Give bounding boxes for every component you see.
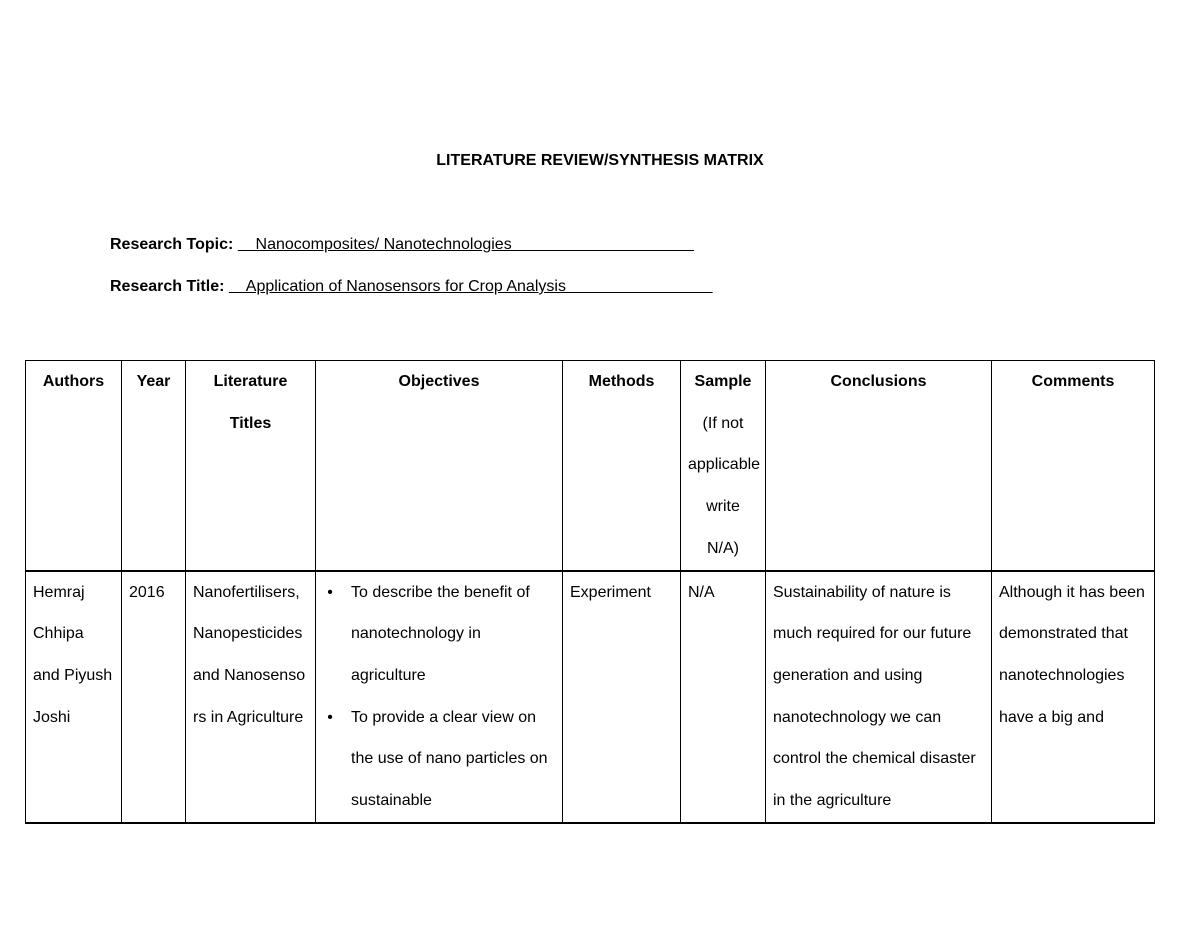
table-header-row — [26, 361, 1155, 571]
cell-sample: N/A — [681, 571, 766, 823]
header-sample — [681, 361, 766, 571]
header-year: Year — [122, 361, 186, 571]
cell-methods: Experiment — [563, 571, 681, 823]
header-methods: Methods — [563, 361, 681, 571]
cell-comments: Although it has been demonstrated that nanotechnologies have a big and — [992, 571, 1155, 823]
table-row — [26, 571, 1155, 823]
synthesis-matrix-table — [25, 360, 1155, 824]
header-authors: Authors — [26, 361, 122, 571]
research-topic-value: Nanocomposites/ Nanotechnologies — [237, 236, 694, 253]
research-topic-label: Research Topic: — [110, 236, 234, 253]
research-title-label: Research Title: — [110, 278, 225, 295]
header-sample-label: Sample — [694, 373, 752, 390]
header-objectives: Objectives — [316, 361, 563, 571]
cell-objectives — [316, 571, 563, 823]
document-title: LITERATURE REVIEW/SYNTHESIS MATRIX — [436, 152, 764, 169]
cell-year: 2016 — [122, 571, 186, 823]
objective-item: • To describe the benefit of nanotechnology in agriculture — [351, 572, 555, 697]
header-conclusions: Conclusions — [766, 361, 992, 571]
header-sample-note: (If not applicable write N/A) — [688, 414, 761, 557]
header-comments: Comments — [992, 361, 1155, 571]
research-title-value: Application of Nanosensors for Crop Analysis — [228, 278, 713, 295]
header-literature-titles: Literature Titles — [186, 361, 316, 571]
objective-item: • To provide a clear view on the use of nano particles on sustainable — [351, 697, 555, 822]
cell-conclusions: Sustainability of nature is much required for our future generation and using nanotechnology we can control the chemical disaster in the agriculture — [766, 571, 992, 823]
research-topic-field — [110, 236, 694, 254]
objectives-list — [323, 572, 555, 822]
cell-literature-titles: Nanofertilisers, Nanopesticides and Nanosensors in Agriculture — [186, 571, 316, 823]
cell-authors: Hemraj Chhipa and Piyush Joshi — [26, 571, 122, 823]
research-title-field — [110, 278, 713, 296]
